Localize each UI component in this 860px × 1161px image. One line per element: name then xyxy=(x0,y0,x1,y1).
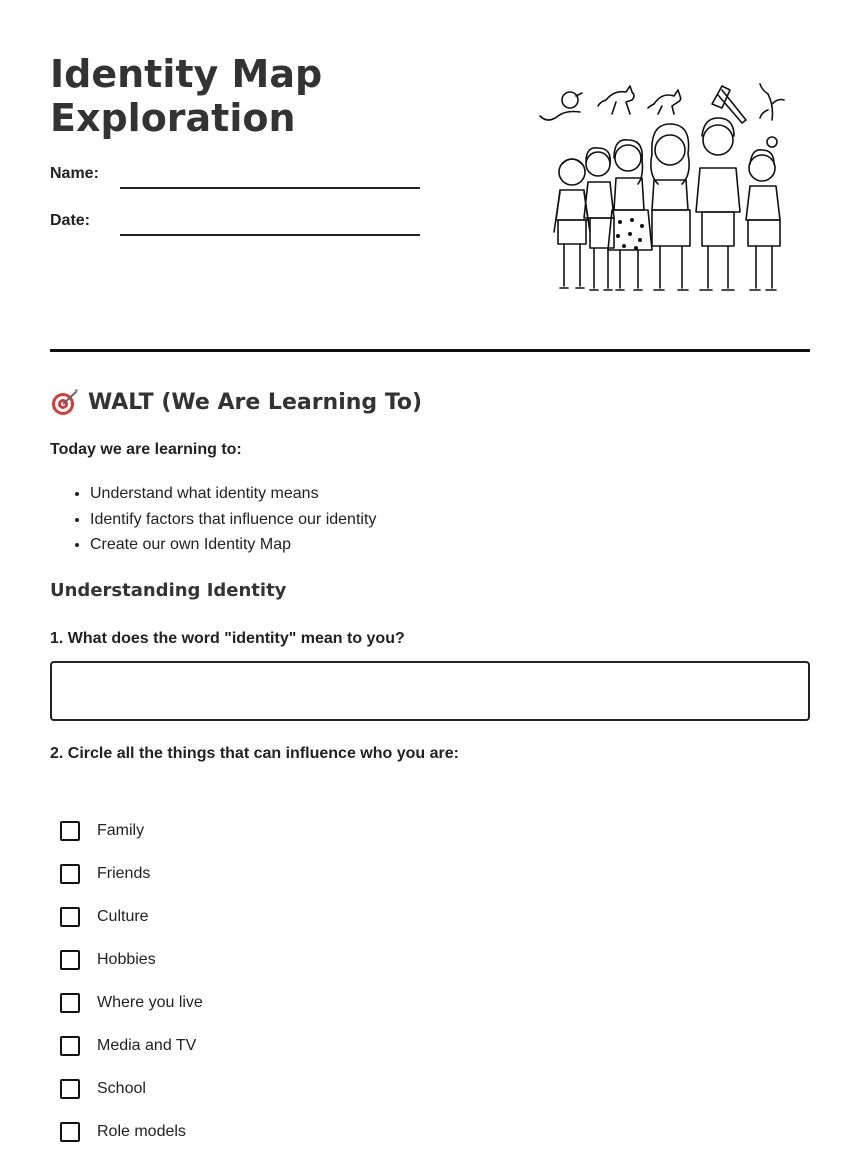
checkbox-label: Friends xyxy=(97,864,151,882)
name-label: Name: xyxy=(50,165,99,182)
checkbox[interactable] xyxy=(60,1122,80,1142)
group-of-children-illustration xyxy=(536,76,788,300)
question-1: 1. What does the word "identity" mean to you? xyxy=(50,630,405,647)
list-item: • Identify factors that influence our identity xyxy=(90,507,376,533)
checkbox-label: Where you live xyxy=(97,993,203,1011)
name-line-field[interactable] xyxy=(120,187,420,189)
checklist-item xyxy=(60,938,203,981)
target-dart-icon xyxy=(50,387,80,417)
checkbox-label: Family xyxy=(97,821,145,839)
checklist-item xyxy=(60,852,203,895)
checkbox[interactable] xyxy=(60,821,80,841)
learning-goals-list xyxy=(50,481,376,558)
checkbox[interactable] xyxy=(60,950,80,970)
title-line-1: Identity Map xyxy=(50,52,323,96)
checkbox-label: Hobbies xyxy=(97,950,156,968)
checkbox[interactable] xyxy=(60,907,80,927)
walt-heading xyxy=(50,387,422,417)
checklist-item xyxy=(60,1067,203,1110)
checkbox[interactable] xyxy=(60,1036,80,1056)
checkbox-label: Media and TV xyxy=(97,1036,197,1054)
checkbox-label: Role models xyxy=(97,1122,186,1140)
checkbox[interactable] xyxy=(60,1079,80,1099)
section-divider xyxy=(50,349,810,352)
doodle-kangaroo-icon xyxy=(598,86,634,114)
checklist-item xyxy=(60,809,203,852)
checklist-item xyxy=(60,895,203,938)
checkbox-label: Culture xyxy=(97,907,149,925)
worksheet-title xyxy=(50,52,470,140)
doodle-bird-icon xyxy=(540,92,582,120)
checklist-item xyxy=(60,1024,203,1067)
doodle-wallaby-icon xyxy=(648,90,681,114)
list-item: • Understand what identity means xyxy=(90,481,376,507)
children-figures xyxy=(554,118,780,290)
date-line-field[interactable] xyxy=(120,234,420,236)
doodle-flower-icon xyxy=(760,84,784,120)
walt-intro: Today we are learning to: xyxy=(50,441,242,458)
checkbox[interactable] xyxy=(60,993,80,1013)
walt-heading-text: WALT (We Are Learning To) xyxy=(88,389,423,415)
list-item: • Create our own Identity Map xyxy=(90,532,376,558)
question-2: 2. Circle all the things that can influence who you are: xyxy=(50,745,459,762)
checkbox[interactable] xyxy=(60,864,80,884)
title-line-2: Exploration xyxy=(50,96,296,140)
checklist-item xyxy=(60,1110,203,1153)
section-heading: Understanding Identity xyxy=(50,580,287,601)
identity-answer-box[interactable] xyxy=(50,661,810,721)
checkbox-label: School xyxy=(97,1079,146,1097)
checklist-item xyxy=(60,981,203,1024)
influence-checklist xyxy=(60,809,203,1153)
date-label: Date: xyxy=(50,212,91,229)
